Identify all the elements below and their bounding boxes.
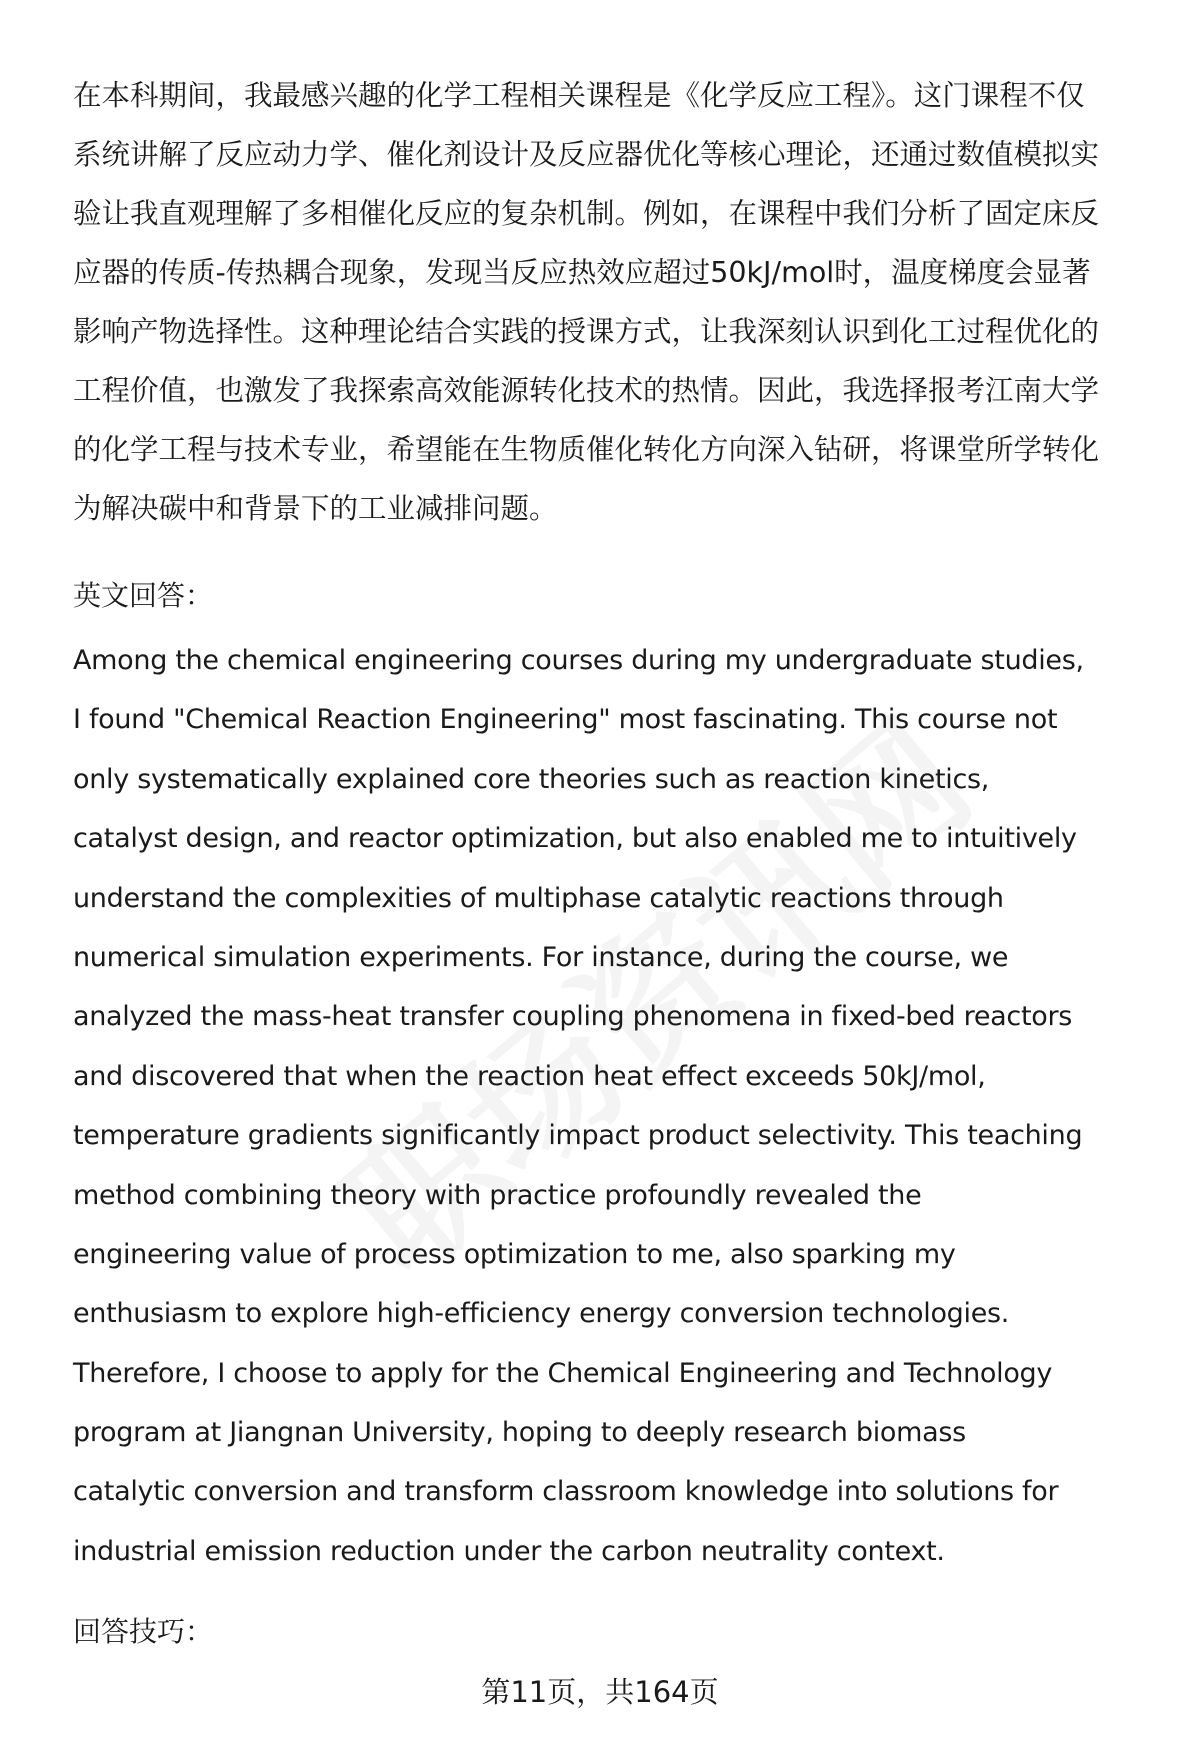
english-line: Therefore, I choose to apply for the Chemical Engineering and Technology <box>73 1357 1053 1389</box>
english-line: and discovered that when the reaction heat effect exceeds 50kJ/mol, <box>73 1060 986 1092</box>
english-line: method combining theory with practice profoundly revealed the <box>73 1179 922 1211</box>
chinese-line: 影响产物选择性。这种理论结合实践的授课方式，让我深刻认识到化工过程优化的 <box>73 315 1100 348</box>
english-line: only systematically explained core theories such as reaction kinetics, <box>73 763 990 795</box>
chinese-line: 工程价值，也激发了我探索高效能源转化技术的热情。因此，我选择报考江南大学 <box>73 374 1100 407</box>
english-line: understand the complexities of multiphase catalytic reactions through <box>73 882 1004 914</box>
english-line: industrial emission reduction under the carbon neutrality context. <box>73 1535 945 1567</box>
english-line: analyzed the mass-heat transfer coupling phenomena in fixed-bed reactors <box>73 1001 1073 1033</box>
english-line: Among the chemical engineering courses during my undergraduate studies, <box>73 645 1084 676</box>
page-number-footer: 第11页，共164页 <box>481 1675 719 1709</box>
chinese-line: 的化学工程与技术专业，希望能在生物质催化转化方向深入钻研，将课堂所学转化 <box>73 433 1100 466</box>
english-answer-paragraph <box>73 631 1163 1581</box>
chinese-line: 验让我直观理解了多相催化反应的复杂机制。例如，在课程中我们分析了固定床反 <box>73 197 1100 230</box>
chinese-answer-paragraph <box>73 66 1153 538</box>
english-line: numerical simulation experiments. For instance, during the course, we <box>73 941 1009 973</box>
english-line: I found "Chemical Reaction Engineering" most fascinating. This course not <box>73 704 1058 736</box>
chinese-line: 应器的传质-传热耦合现象，发现当反应热效应超过50kJ/mol时，温度梯度会显著 <box>73 256 1091 289</box>
answer-tips-label: 回答技巧： <box>73 1615 214 1648</box>
chinese-line: 系统讲解了反应动力学、催化剂设计及反应器优化等核心理论，还通过数值模拟实 <box>73 138 1100 171</box>
english-line: catalyst design, and reactor optimization, but also enabled me to intuitively <box>73 823 1077 855</box>
chinese-line: 在本科期间，我最感兴趣的化学工程相关课程是《化学反应工程》。这门课程不仅 <box>73 79 1085 112</box>
english-line: program at Jiangnan University, hoping to deeply research biomass <box>73 1417 966 1449</box>
english-line: enthusiasm to explore high-efficiency energy conversion technologies. <box>73 1298 1010 1330</box>
english-line: temperature gradients significantly impact product selectivity. This teaching <box>73 1120 1083 1152</box>
english-answer-label: 英文回答： <box>73 579 214 612</box>
english-line: engineering value of process optimization to me, also sparking my <box>73 1238 956 1270</box>
chinese-line: 为解决碳中和背景下的工业减排问题。 <box>73 492 558 525</box>
english-line: catalytic conversion and transform classroom knowledge into solutions for <box>73 1476 1059 1508</box>
